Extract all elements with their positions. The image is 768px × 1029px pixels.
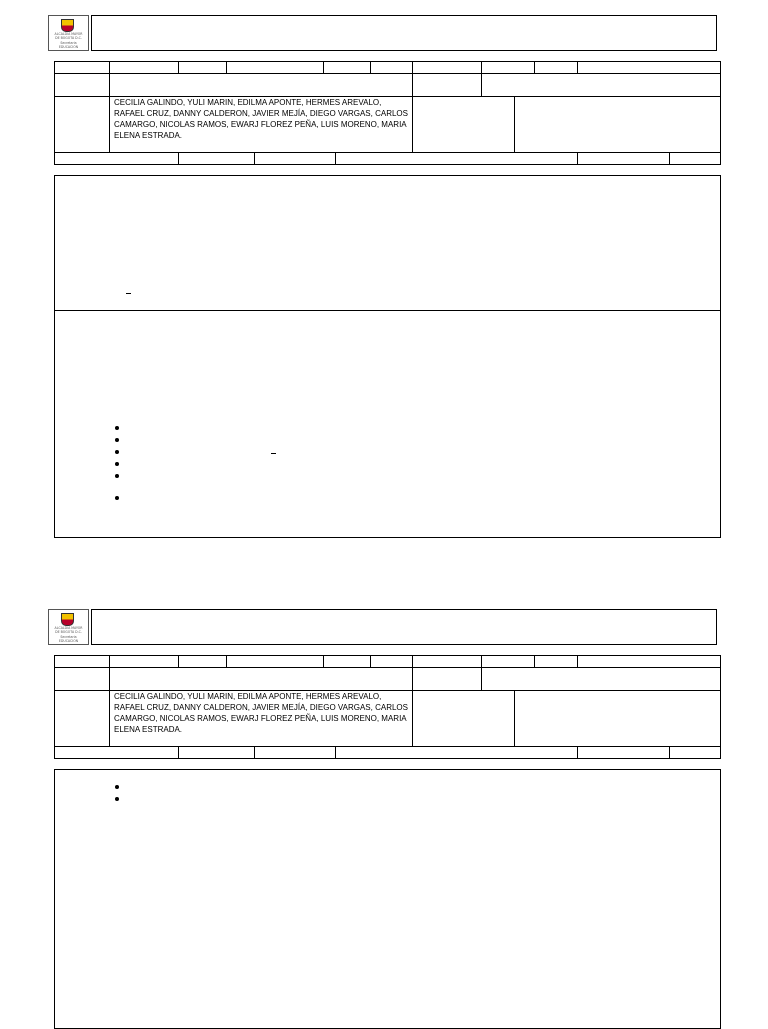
logo-line-3: Secretaria — [60, 635, 77, 639]
coat-of-arms-icon — [61, 19, 74, 32]
header-title-box — [91, 609, 717, 645]
attendees-names: CECILIA GALINDO, YULI MARIN, EDILMA APONTE, HERMES AREVALO, RAFAEL CRUZ, DANNY CALDERON, JAVIER MEJÍA, DIEGO VARGAS, CARLOS CAMARGO, NICOLAS RAMOS, EWARJ FLOREZ PEÑA, LUIS MORENO, MARIA ELENA ESTRADA. — [114, 692, 408, 734]
meeting-info-table — [54, 61, 721, 165]
bullet-icon — [115, 785, 119, 789]
logo-line-1: ALCALDIA MAYOR — [54, 626, 83, 630]
header-title-box — [91, 15, 717, 51]
logo-line-3: Secretaria — [60, 41, 77, 45]
dash-mark — [271, 453, 276, 454]
bullet-icon — [115, 474, 119, 478]
logo-line-1: ALCALDIA MAYOR — [54, 32, 83, 36]
content-box-2 — [54, 769, 721, 1029]
institution-logo — [48, 609, 89, 645]
institution-logo — [48, 15, 89, 51]
attendees-names: CECILIA GALINDO, YULI MARIN, EDILMA APONTE, HERMES AREVALO, RAFAEL CRUZ, DANNY CALDERON, JAVIER MEJÍA, DIEGO VARGAS, CARLOS CAMARGO, NICOLAS RAMOS, EWARJ FLOREZ PEÑA, LUIS MORENO, MARIA ELENA ESTRADA. — [114, 98, 408, 140]
logo-line-2: DE BOGOTA D.C. — [55, 630, 82, 634]
dash-mark — [126, 293, 131, 294]
bullet-icon — [115, 462, 119, 466]
bullet-icon — [115, 450, 119, 454]
logo-line-4: EDUCACION — [58, 45, 79, 49]
bullet-icon — [115, 797, 119, 801]
logo-line-4: EDUCACION — [58, 639, 79, 643]
logo-line-2: DE BOGOTA D.C. — [55, 36, 82, 40]
bullet-icon — [115, 438, 119, 442]
meeting-info-table — [54, 655, 721, 759]
content-box-1 — [54, 175, 721, 538]
coat-of-arms-icon — [61, 613, 74, 626]
bullet-icon — [115, 426, 119, 430]
bullet-icon — [115, 496, 119, 500]
